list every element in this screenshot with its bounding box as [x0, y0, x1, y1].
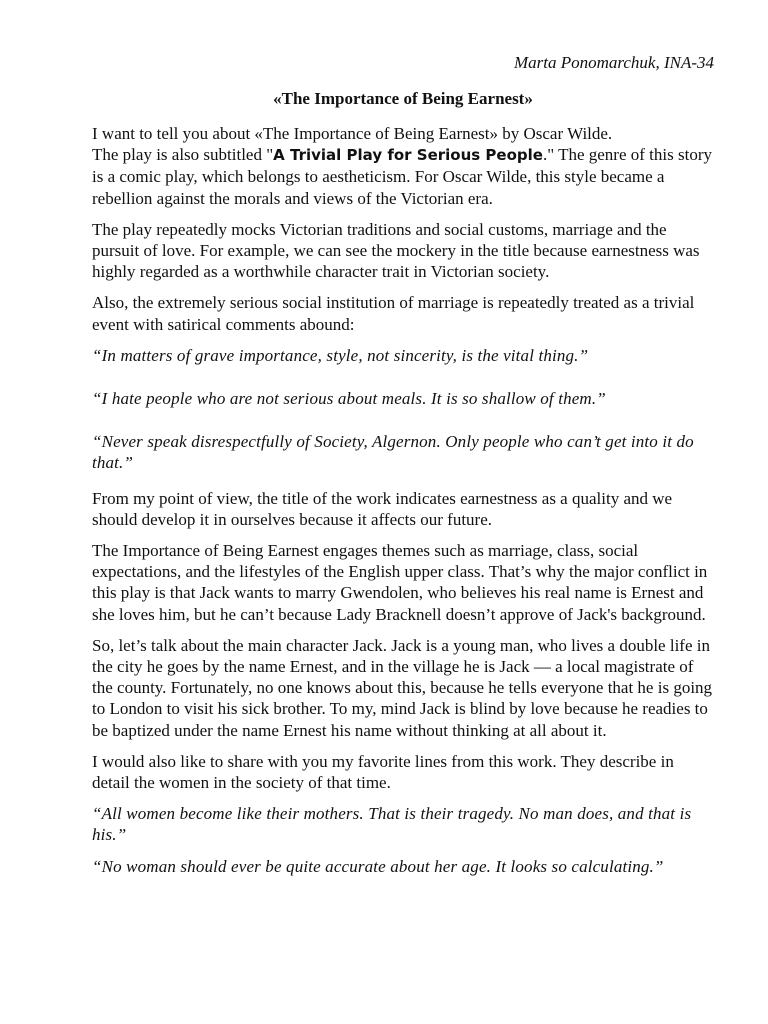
paragraph-intro: [92, 123, 714, 209]
document-title: «The Importance of Being Earnest»: [273, 89, 533, 108]
quote-society: “Never speak disrespectfully of Society, Algernon. Only people who can’t get into it do that.”: [92, 432, 694, 473]
intro-line: I want to tell you about «The Importance of Being Earnest» by Oscar Wilde.: [92, 124, 613, 143]
author-line: Marta Ponomarchuk, INA-34: [513, 53, 714, 72]
document-page: [92, 52, 714, 887]
quote-meals: “I hate people who are not serious about meals. It is so shallow of them.”: [92, 389, 606, 409]
paragraph-jack: So, let’s talk about the main character Jack. Jack is a young man, who lives a double life in the city he goes by the name Ernest, and in the village he is Jack — a local magistrate of the county. Fortunately, no one knows about this, because he tells everyone that he is going to London to visit his sick brother. To my, mind Jack is blind by love because he readies to be baptized under the name Ernest his name without thinking at all about it.: [92, 635, 713, 740]
subtitle-after: ." The genre of this story is a comic play, which belongs to aestheticism. For Oscar Wilde, this style became a rebellion against the morals and views of the Victorian era.: [92, 145, 712, 208]
paragraph-mockery: The play repeatedly mocks Victorian traditions and social customs, marriage and the pursuit of love. For example, we can see the mockery in the title because earnestness was highly regarded as a worthwhile character trait in Victorian society.: [92, 219, 700, 282]
quote-age: “No woman should ever be quite accurate about her age. It looks so calculating.”: [92, 856, 664, 876]
subtitle-before: The play is also subtitled ": [92, 145, 274, 165]
paragraph-favorite-lines: I would also like to share with you my favorite lines from this work. They describe in detail the women in the society of that time.: [92, 751, 674, 793]
quote-mothers: “All women become like their mothers. That is their tragedy. No man does, and that is his.”: [92, 804, 692, 845]
subtitle-bold: A Trivial Play for Serious People: [273, 146, 543, 165]
quote-style: “In matters of grave importance, style, not sincerity, is the vital thing.”: [92, 345, 589, 365]
paragraph-marriage: Also, the extremely serious social institution of marriage is repeatedly treated as a trivial event with satirical comments abound:: [92, 293, 695, 334]
paragraph-themes: The Importance of Being Earnest engages themes such as marriage, class, social expectations, and the lifestyles of the English upper class. That’s why the major conflict in this play is that Jack wants to marry Gwendolen, who believes his real name is Ernest and she loves him, but he can’t because Lady Bracknell doesn’t approve of Jack's background.: [92, 541, 708, 624]
paragraph-title-meaning: From my point of view, the title of the work indicates earnestness as a quality and we should develop it in ourselves because it affects our future.: [92, 488, 673, 529]
